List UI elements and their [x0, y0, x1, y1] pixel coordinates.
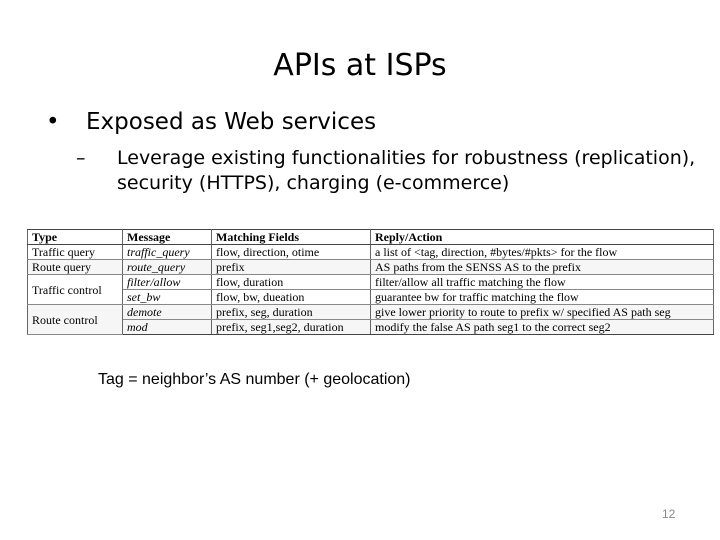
table-cell-action: give lower priority to route to prefix w/ specified AS path seg: [371, 305, 714, 320]
table-row: [28, 305, 714, 320]
table-cell-action: a list of <tag, direction, #bytes/#pkts> for the flow: [371, 245, 714, 260]
table-cell-action: AS paths from the SENSS AS to the prefix: [371, 260, 714, 275]
table-cell-fields: prefix: [212, 260, 371, 275]
tag-note: Tag = neighbor’s AS number (+ geolocation): [98, 371, 411, 388]
table-cell-message: demote: [123, 305, 212, 320]
table-header-row: [28, 230, 714, 245]
bullet-text: Exposed as Web services: [86, 109, 377, 135]
table-cell-fields: prefix, seg, duration: [212, 305, 371, 320]
table-cell-fields: flow, bw, dueation: [212, 290, 371, 305]
api-table: [27, 229, 714, 335]
page-number: 12: [662, 507, 676, 521]
table-header-message: Message: [123, 230, 212, 245]
table-row: [28, 320, 714, 335]
slide-title: APIs at ISPs: [273, 48, 447, 83]
table-cell-type: Route query: [28, 260, 123, 275]
table-cell-type: Route control: [28, 305, 123, 335]
bullet-dot-icon: •: [46, 109, 60, 135]
table-row: [28, 260, 714, 275]
table-cell-message: route_query: [123, 260, 212, 275]
table-cell-action: guarantee bw for traffic matching the flow: [371, 290, 714, 305]
sub-bullet-dash-icon: –: [76, 147, 86, 169]
table-header-type: Type: [28, 230, 123, 245]
table-cell-type: Traffic query: [28, 245, 123, 260]
table-row: [28, 275, 714, 290]
table-cell-action: filter/allow all traffic matching the flow: [371, 275, 714, 290]
table-row: [28, 245, 714, 260]
table-cell-message: mod: [123, 320, 212, 335]
table-header-matching-fields: Matching Fields: [212, 230, 371, 245]
table-cell-fields: prefix, seg1,seg2, duration: [212, 320, 371, 335]
table-cell-message: filter/allow: [123, 275, 212, 290]
table-cell-message: traffic_query: [123, 245, 212, 260]
table-cell-action: modify the false AS path seg1 to the correct seg2: [371, 320, 714, 335]
table-cell-type: Traffic control: [28, 275, 123, 305]
sub-bullet-text: Leverage existing functionalities for robustness (replication), security (HTTPS), charging (e-commerce): [117, 147, 696, 194]
table-header-reply-action: Reply/Action: [371, 230, 714, 245]
table-cell-message: set_bw: [123, 290, 212, 305]
table-cell-fields: flow, duration: [212, 275, 371, 290]
table-row: [28, 290, 714, 305]
table-cell-fields: flow, direction, otime: [212, 245, 371, 260]
